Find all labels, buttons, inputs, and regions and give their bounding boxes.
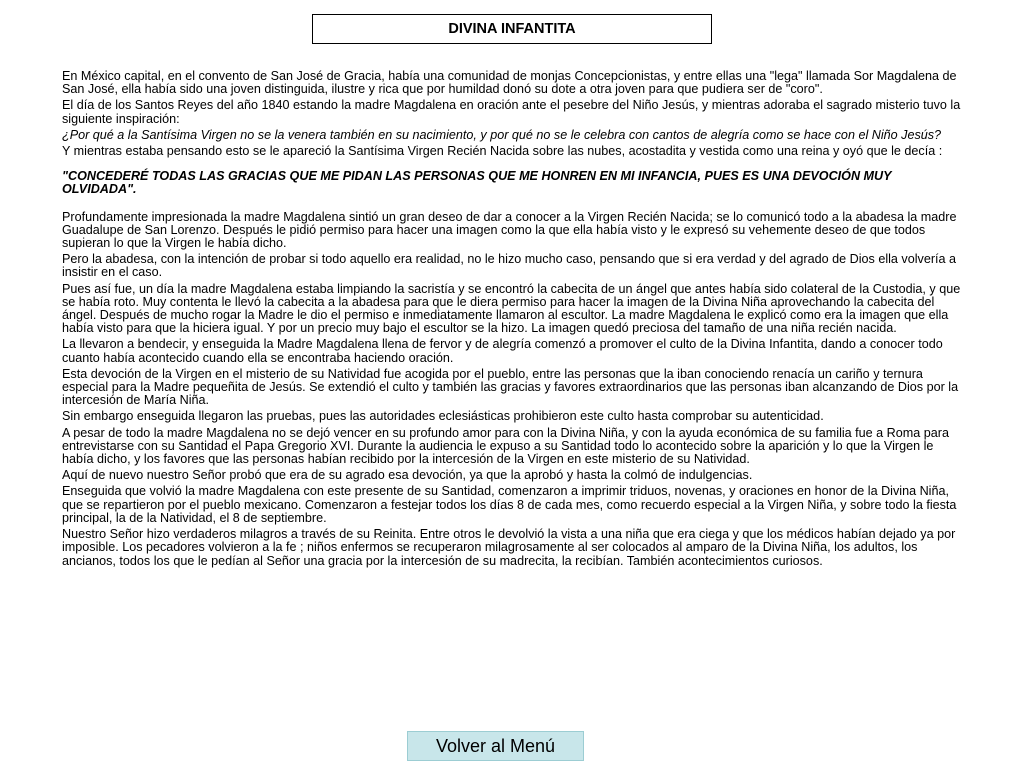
back-to-menu-button[interactable] [407,731,584,761]
back-to-menu-label: Volver al Menú [435,735,556,756]
story-body [62,70,966,571]
paragraph: Y mientras estaba pensando esto se le apareció la Santísima Virgen Recién Nacida sobre las nubes, acostadita y vestida como una reina y oyó que le decía : [62,144,943,159]
paragraph: Profundamente impresionada la madre Magdalena sintió un gran deseo de dar a conocer a la Virgen Recién Nacida; se lo comunicó todo a la abadesa la madre Guadalupe de San Lorenzo. Después le pidió permiso para hacer una imagen como la que ella había visto y le expresó su vehemente deseo de que todos supieran lo que la Virgen le había dicho. [62,209,957,251]
paragraph: El día de los Santos Reyes del año 1840 estando la madre Magdalena en oración ante el pesebre del Niño Jesús, y mientras adoraba el sagrado misterio tuvo la siguiente inspiración: [62,98,961,126]
paragraph: Pues así fue, un día la madre Magdalena estaba limpiando la sacristía y se encontró la cabecita de un ángel que antes había sido colateral de la Custodia, y que se había roto. Muy contenta le llevó la cabecita a la abadesa para que le diera permiso para hacer la imagen de la Divina Niña aprovechando la cabecita del ángel. Después de mucho rogar la Madre le dio el permiso e inmediatamente llamaron al escultor. La madre Magdalena le explicó como era la imagen que ella había visto para que la hiciera igual. Y por un precio muy bajo el escultor se la hizo. La imagen quedó preciosa del tamaño de una niña recién nacida. [62,281,961,336]
paragraph: Sin embargo enseguida llegaron las pruebas, pues las autoridades eclesiásticas prohibieron este culto hasta comprobar su autenticidad. [62,409,824,424]
paragraph: Nuestro Señor hizo verdaderos milagros a través de su Reinita. Entre otros le devolvió la vista a una niña que era ciega y que los médicos habían dejado ya por imposible. Los pecadores volvieron a la fe ; niños enfermos se recuperaron milagrosamente al ser colocados al amparo de la Divina Niña, los adultos, los ancianos, todos los que le pedían al Señor una gracia por la intercesión de su madrecita, la recibían. También acontecimientos curiosos. [62,527,956,568]
paragraph-question: ¿Por qué a la Santísima Virgen no se la venera también en su nacimiento, y por qué no se le celebra con cantos de alegría como se hace con el Niño Jesús? [62,127,942,142]
paragraph: La llevaron a bendecir, y enseguida la Madre Magdalena llena de fervor y de alegría comenzó a promover el culto de la Divina Infantita, dando a conocer todo cuanto había acontecido cuando ella se encontraba haciendo oración. [62,337,943,365]
page-title-text: DIVINA INFANTITA [448,21,576,37]
paragraph: Aquí de nuevo nuestro Señor probó que era de su agrado esa devoción, ya que la aprobó y hasta la colmó de indulgencias. [62,468,753,483]
paragraph-quote: "CONCEDERÉ TODAS LAS GRACIAS QUE ME PIDAN LAS PERSONAS QUE ME HONREN EN MI INFANCIA, PUES ES UNA DEVOCIÓN MUY OLVIDADA". [62,169,892,197]
paragraph: Esta devoción de la Virgen en el misterio de su Natividad fue acogida por el pueblo, entre las personas que la iban conociendo renacía un cariño y ternura especial para la Madre pequeñita de Jesús. Se extendió el culto y también las gracias y favores extraordinarios que las personas iban alcanzando de Dios por la intercesión de María Niña. [62,366,959,408]
paragraph: Enseguida que volvió la madre Magdalena con este presente de su Santidad, comenzaron a imprimir triduos, novenas, y oraciones en honor de la Divina Niña, que se repartieron por el pueblo mexicano. Comenzaron a festejar todos los días 8 de cada mes, como recuerdo especial a la Virgen Niña, y sobre todo la fiesta principal, la de la Natividad, el 8 de septiembre. [62,484,957,525]
paragraph: A pesar de todo la madre Magdalena no se dejó vencer en su profundo amor para con la Divina Niña, y con la ayuda económica de su familia fue a Roma para entrevistarse con su Santidad el Papa Gregorio XVI. Durante la audiencia le expuso a su Santidad todo lo acontecido sobre la aparición y lo que la Virgen le había dicho, y los favores que las personas habían recibido por la intercesión de la Virgen en este misterio de su Natividad. [62,425,949,467]
page-title [312,14,712,44]
paragraph: En México capital, en el convento de San José de Gracia, había una comunidad de monjas Concepcionistas, y entre ellas una "lega" llamada Sor Magdalena de San José, ella había sido una joven distinguida, ilustre y rica que por humildad donó su dote a otra joven para que pudiera ser de "coro". [62,69,957,97]
paragraph: Pero la abadesa, con la intención de probar si todo aquello era realidad, no le hizo mucho caso, pensando que si era verdad y del agrado de Dios ella volvería a insistir en el caso. [62,252,957,280]
